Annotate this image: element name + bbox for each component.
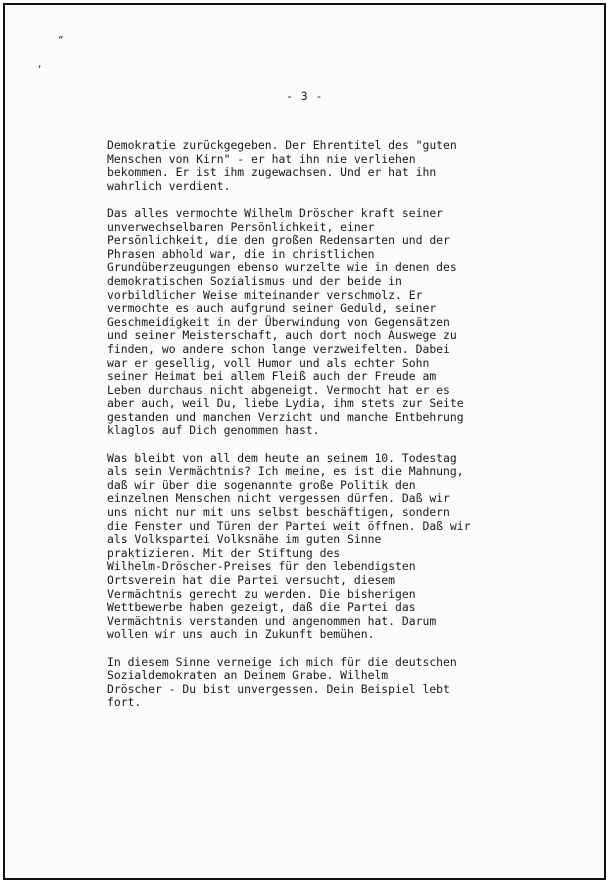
paragraph-1 xyxy=(107,139,527,193)
text-line: einzelnen Menschen nicht vergessen dürfen. Daß wir xyxy=(107,491,450,506)
scan-speck-top: ” xyxy=(58,36,64,46)
document-body xyxy=(107,139,527,724)
page-frame xyxy=(3,3,606,880)
text-line: die Fenster und Türen der Partei weit öffnen. Daß wir xyxy=(107,518,471,533)
text-line: bekommen. Er ist ihm zugewachsen. Und er hat ihn xyxy=(107,165,437,180)
paragraph-3 xyxy=(107,452,527,642)
text-line: als sein Vermächtnis? Ich meine, es ist die Mahnung, xyxy=(107,464,464,479)
text-line: demokratischen Sozialismus und der beide in xyxy=(107,273,402,288)
text-line: Phrasen abhold war, die in christlichen xyxy=(107,246,375,261)
text-line: Wilhelm-Dröscher-Preises für den lebendigsten xyxy=(107,559,416,574)
text-line: gestanden und manchen Verzicht und manche Entbehrung xyxy=(107,409,464,424)
text-line: war er gesellig, voll Humor und als echter Sohn xyxy=(107,355,430,370)
text-line: Demokratie zurückgegeben. Der Ehrentitel des "guten xyxy=(107,138,457,152)
text-line: Menschen von Kirn" - er hat ihn nie verliehen xyxy=(107,151,416,166)
text-line: wahrlich verdient. xyxy=(107,178,231,193)
paragraph-2 xyxy=(107,207,527,438)
text-line: daß wir über die sogenannte große Politik den xyxy=(107,477,416,492)
text-line: unverwechselbaren Persönlichkeit, einer xyxy=(107,219,375,234)
text-line: vorbildlicher Weise miteinander verschmolz. Er xyxy=(107,287,423,302)
text-line: finden, wo andere schon lange verzweifelten. Dabei xyxy=(107,341,450,356)
text-line: vermochte es auch aufgrund seiner Geduld, seiner xyxy=(107,301,437,316)
text-line: klaglos auf Dich genommen hast. xyxy=(107,423,320,438)
text-line: Leben durchaus nicht abgeneigt. Vermocht hat er es xyxy=(107,382,450,397)
text-line: Was bleibt von all dem heute an seinem 10. Todestag xyxy=(107,450,457,465)
text-line: Das alles vermochte Wilhelm Dröscher kraft seiner xyxy=(107,205,444,220)
text-line: Vermächtnis verstanden und angenommen hat. Darum xyxy=(107,613,437,628)
text-line: Dröscher - Du bist unvergessen. Dein Beispiel lebt xyxy=(107,681,450,696)
text-line: uns nicht nur mit uns selbst beschäftigen, sondern xyxy=(107,505,450,520)
text-line: als Volkspartei Volksnähe im guten Sinne xyxy=(107,532,382,547)
text-line: praktizieren. Mit der Stiftung des xyxy=(107,545,341,560)
text-line: Geschmeidigkeit in der Überwindung von Gegensätzen xyxy=(107,314,450,329)
scan-speck-left: , xyxy=(37,60,43,70)
text-line: aber auch, weil Du, liebe Lydia, ihm stets zur Seite xyxy=(107,396,464,411)
page-number: - 3 - xyxy=(286,89,323,103)
paragraph-4 xyxy=(107,656,527,710)
text-line: wollen wir uns auch in Zukunft bemühen. xyxy=(107,627,375,642)
text-line: Persönlichkeit, die den großen Redensarten und der xyxy=(107,233,450,248)
text-line: Grundüberzeugungen ebenso wurzelte wie in denen des xyxy=(107,260,457,275)
text-line: fort. xyxy=(107,695,142,710)
text-line: Wettbewerbe haben gezeigt, daß die Partei das xyxy=(107,600,416,615)
text-line: In diesem Sinne verneige ich mich für die deutschen xyxy=(107,654,457,669)
text-line: Vermächtnis gerecht zu werden. Die bisherigen xyxy=(107,586,416,601)
text-line: seiner Heimat bei allem Fleiß auch der Freude am xyxy=(107,369,437,384)
text-line: Ortsverein hat die Partei versucht, diesem xyxy=(107,573,396,587)
text-line: Sozialdemokraten an Deinem Grabe. Wilhelm xyxy=(107,668,389,683)
text-line: und seiner Meisterschaft, auch dort noch Auswege zu xyxy=(107,328,457,343)
